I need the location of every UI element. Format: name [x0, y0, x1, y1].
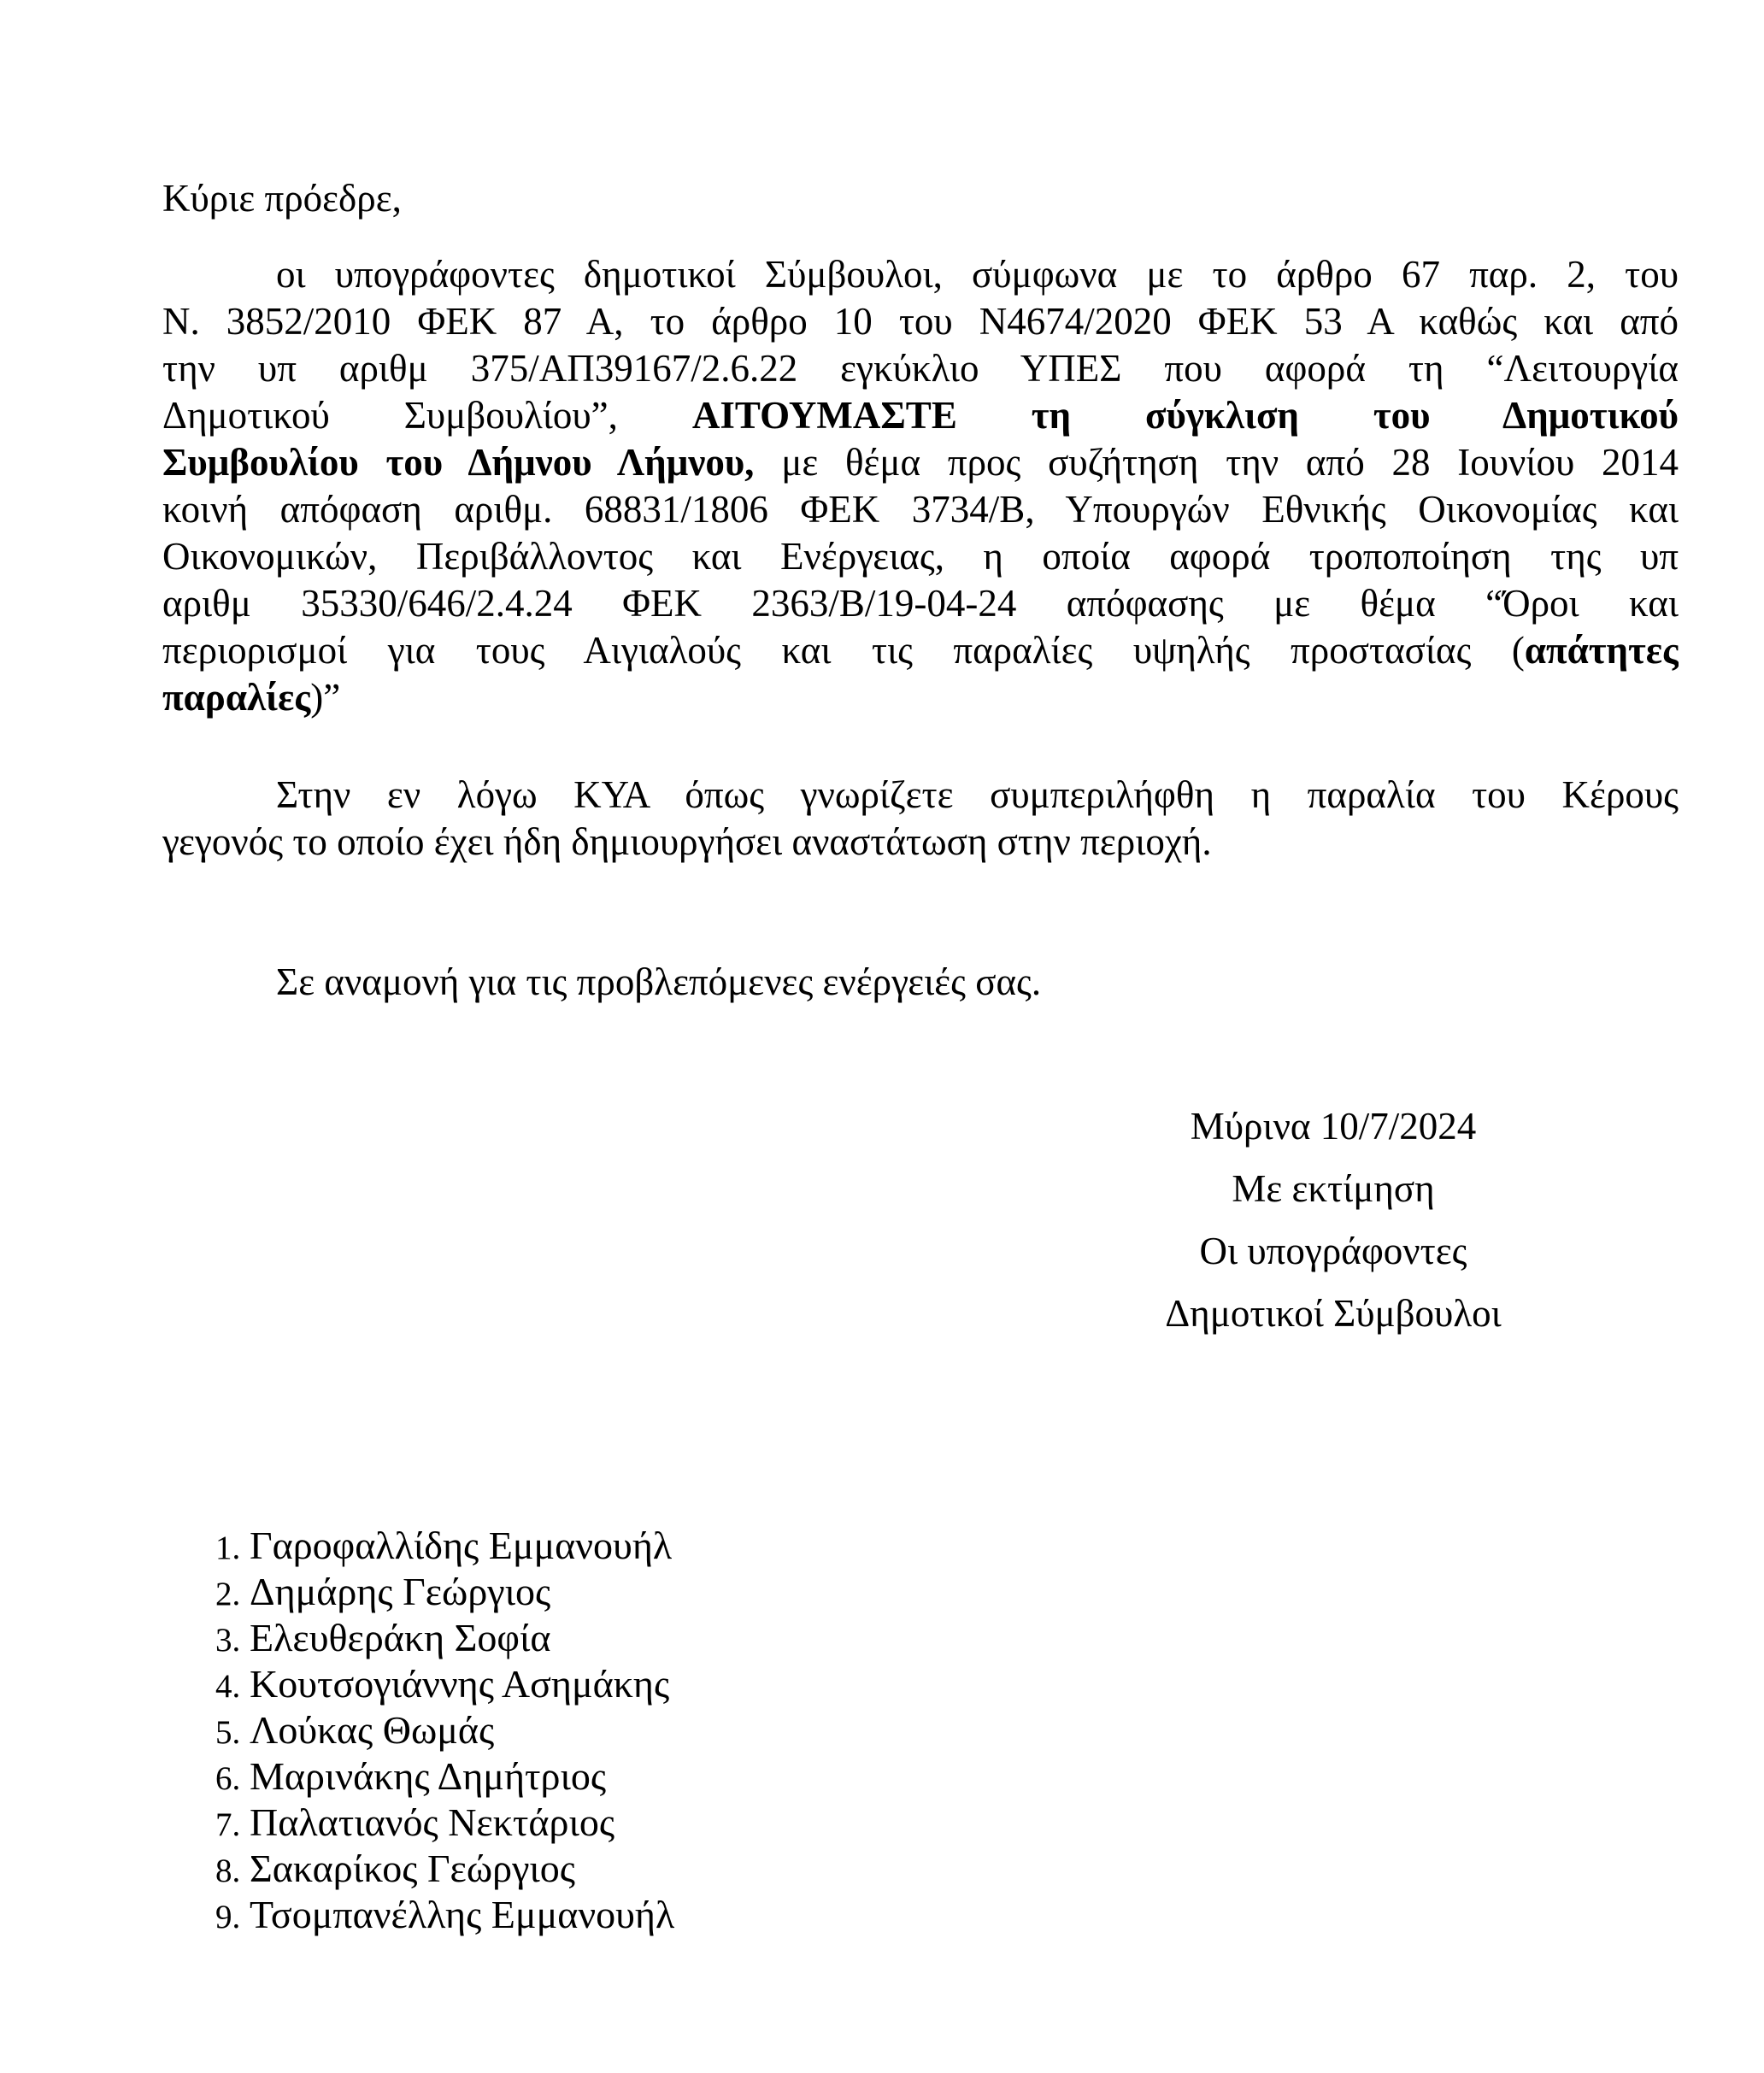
bold-text-segment: Συμβουλίου του Δήμνου Λήμνου, — [162, 441, 755, 484]
signatory-name: Σακαρίκος Γεώργιος — [250, 1847, 576, 1890]
bold-text-segment: παραλίες — [162, 676, 311, 719]
text-line — [162, 580, 1679, 627]
paragraph-2 — [162, 772, 1679, 866]
signatory-row — [215, 1569, 1679, 1615]
signatory-row — [215, 1800, 1679, 1846]
text-line — [162, 772, 1679, 819]
signatory-number: 2. — [215, 1576, 241, 1612]
signatory-name: Παλατιανός Νεκτάριος — [250, 1800, 615, 1844]
signatory-number: 4. — [215, 1668, 241, 1705]
signers-line-2: Δημοτικοί Σύμβουλοι — [1165, 1292, 1502, 1335]
paragraph-3 — [162, 959, 1679, 1006]
text-line — [162, 439, 1679, 486]
signatory-number: 7. — [215, 1806, 241, 1843]
signatory-number: 8. — [215, 1853, 241, 1889]
closing-block — [1034, 1095, 1632, 1345]
signatory-number: 9. — [215, 1899, 241, 1935]
signatory-name: Λούκας Θωμάς — [250, 1708, 495, 1752]
signatory-name: Γαροφαλλίδης Εμμανουήλ — [250, 1524, 673, 1567]
signatory-number: 3. — [215, 1622, 241, 1659]
text-line — [162, 251, 1679, 298]
text-segment: αριθμ 35330/646/2.4.24 ΦΕΚ 2363/Β/19-04-24 απόφασης με θέμα “Όροι και — [162, 582, 1679, 625]
signatory-row — [215, 1707, 1679, 1753]
text-segment: Σε αναμονή για τις προβλεπόμενες ενέργειές σας. — [276, 960, 1042, 1003]
text-segment: γεγονός το οποίο έχει ήδη δημιουργήσει αναστάτωση στην περιοχή. — [162, 820, 1212, 863]
bold-text-segment: ΑΙΤΟΥΜΑΣΤΕ τη σύγκλιση του Δημοτικού — [691, 394, 1679, 437]
signatory-number: 5. — [215, 1714, 241, 1751]
text-line — [162, 533, 1679, 580]
signatory-name: Δημάρης Γεώργιος — [250, 1570, 551, 1613]
signatory-name: Ελευθεράκη Σοφία — [250, 1616, 551, 1659]
salutation: Κύριε πρόεδρε, — [162, 177, 402, 220]
signatory-row — [215, 1523, 1679, 1569]
regards-line: Με εκτίμηση — [1232, 1167, 1435, 1210]
signatory-row — [215, 1661, 1679, 1707]
signatory-number: 1. — [215, 1530, 241, 1566]
text-segment: Οικονομικών, Περιβάλλοντος και Ενέργειας, η οποία αφορά τροποποίηση της υπ — [162, 535, 1679, 578]
signatories-list — [215, 1523, 1679, 1938]
text-line — [162, 345, 1679, 392]
bold-text-segment: απάτητες — [1524, 629, 1679, 672]
text-segment: Στην εν λόγω ΚΥΑ όπως γνωρίζετε συμπεριλήφθη η παραλία του Κέρους — [276, 773, 1679, 816]
text-segment: περιορισμοί για τους Αιγιαλούς και τις παραλίες υψηλής προστασίας ( — [162, 629, 1525, 672]
signatory-number: 6. — [215, 1760, 241, 1797]
signatory-name: Μαρινάκης Δημήτριος — [250, 1754, 607, 1798]
text-segment: Ν. 3852/2010 ΦΕΚ 87 Α, το άρθρο 10 του Ν4674/2020 ΦΕΚ 53 Α καθώς και από — [162, 300, 1679, 343]
text-line — [162, 486, 1679, 533]
signatory-row — [215, 1892, 1679, 1938]
text-line — [162, 298, 1679, 345]
text-segment: κοινή απόφαση αριθμ. 68831/1806 ΦΕΚ 3734/Β, Υπουργών Εθνικής Οικονομίας και — [162, 488, 1679, 531]
text-line — [162, 627, 1679, 674]
text-segment: την υπ αριθμ 375/ΑΠ39167/2.6.22 εγκύκλιο ΥΠΕΣ που αφορά τη “Λειτουργία — [162, 347, 1679, 390]
text-segment: με θέμα προς συζήτηση την από 28 Ιουνίου 2014 — [754, 441, 1679, 484]
text-line — [162, 959, 1679, 1006]
text-line — [162, 674, 1679, 721]
text-segment: οι υπογράφοντες δημοτικοί Σύμβουλοι, σύμφωνα με το άρθρο 67 παρ. 2, του — [276, 253, 1679, 296]
signers-line-1: Οι υπογράφοντες — [1199, 1230, 1467, 1272]
signatory-name: Κουτσογιάννης Ασημάκης — [250, 1662, 670, 1706]
text-line — [162, 392, 1679, 439]
signatory-row — [215, 1753, 1679, 1800]
signatory-row — [215, 1846, 1679, 1892]
signatory-row — [215, 1615, 1679, 1661]
signatory-name: Τσομπανέλλης Εμμανουήλ — [250, 1893, 675, 1936]
text-segment: Δημοτικού Συμβουλίου”, — [162, 394, 692, 437]
place-date-line: Μύρινα 10/7/2024 — [1190, 1105, 1477, 1148]
letter-body — [162, 251, 1679, 1006]
text-segment: )” — [310, 676, 341, 719]
paragraph-1 — [162, 251, 1679, 721]
text-line — [162, 819, 1679, 866]
